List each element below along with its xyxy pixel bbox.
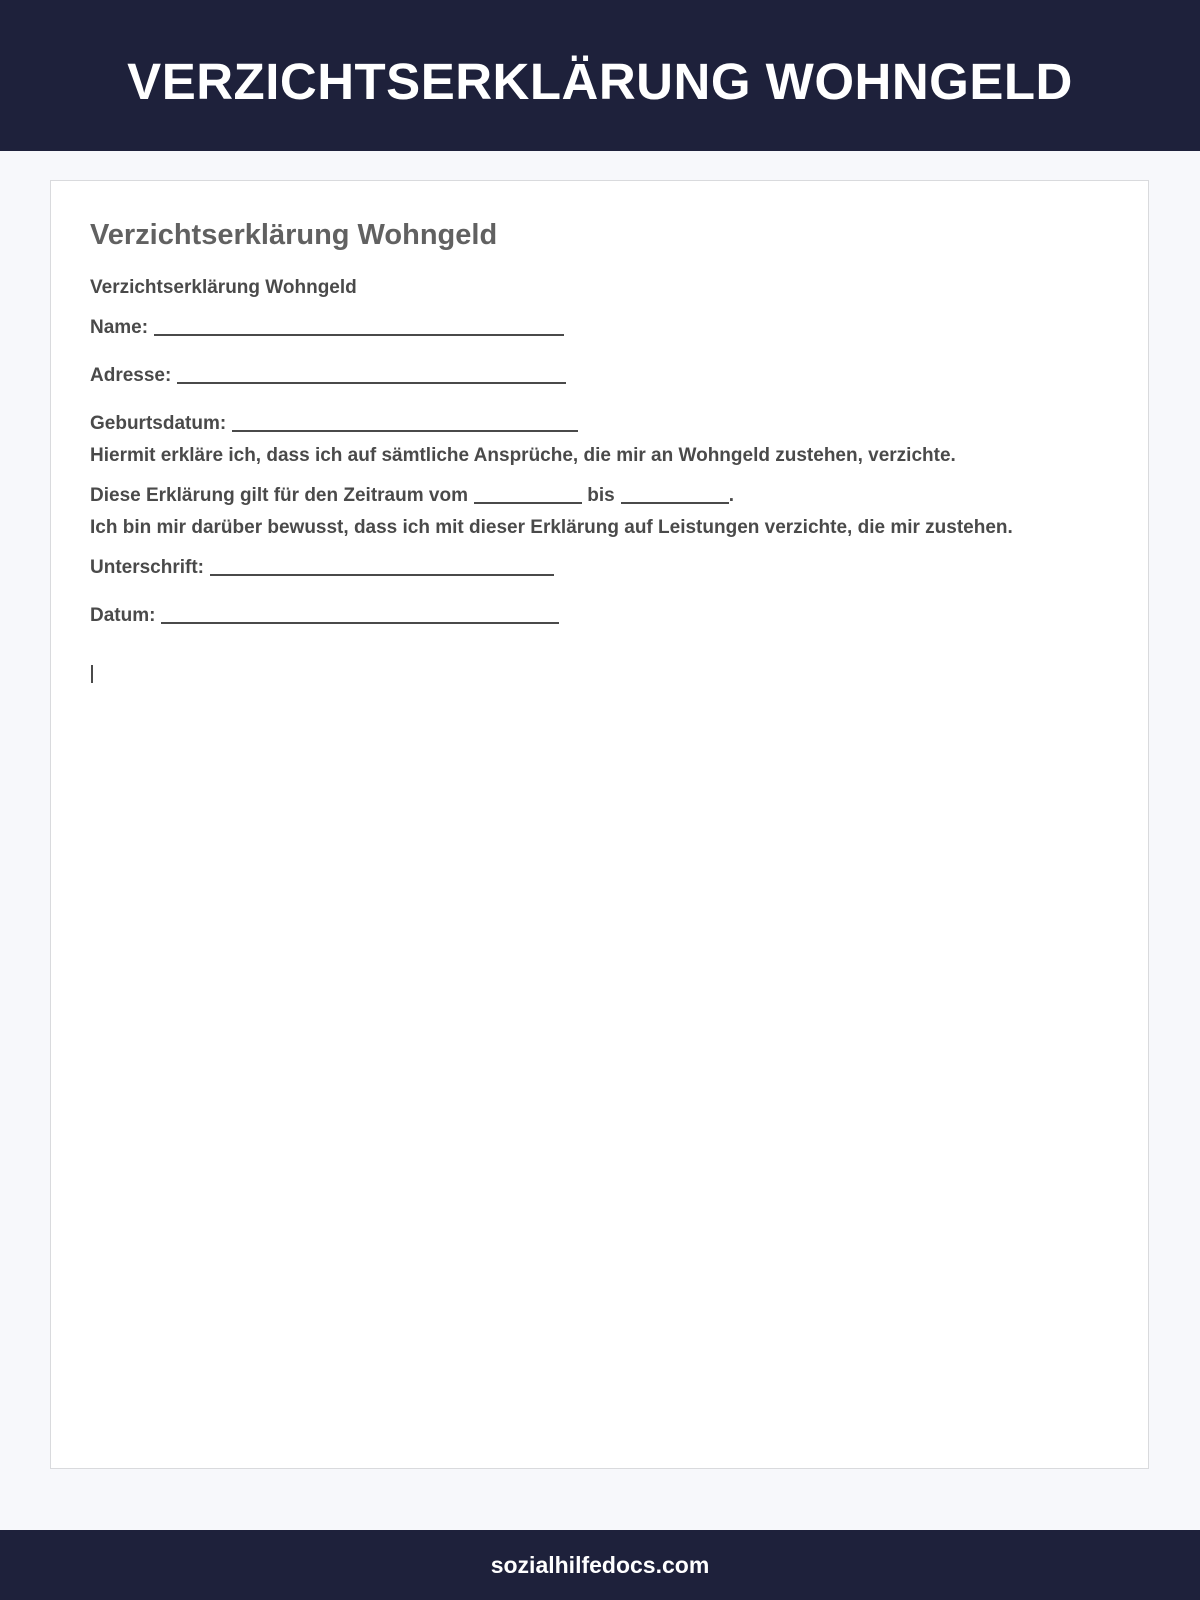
- waiver-statement: Hiermit erkläre ich, dass ich auf sämtliche Ansprüche, die mir an Wohngeld zustehen, verzichte.: [90, 445, 956, 466]
- period-middle: bis: [587, 485, 615, 506]
- footer-site: sozialhilfedocs.com: [490, 1551, 710, 1578]
- page-footer: [0, 1530, 1200, 1600]
- text-cursor[interactable]: [91, 665, 93, 683]
- date-label: Datum:: [90, 605, 156, 626]
- address-label: Adresse:: [90, 365, 172, 386]
- name-blank[interactable]: [154, 316, 564, 336]
- signature-blank[interactable]: [210, 556, 554, 576]
- page-header: [0, 0, 1200, 151]
- period-prefix: Diese Erklärung gilt für den Zeitraum vom: [90, 485, 468, 506]
- address-field: [90, 361, 566, 387]
- name-label: Name:: [90, 317, 149, 338]
- period-suffix: .: [728, 485, 734, 506]
- signature-field: [90, 553, 554, 579]
- address-blank[interactable]: [177, 364, 566, 384]
- birthdate-blank[interactable]: [232, 412, 578, 432]
- date-field: [90, 601, 559, 627]
- document-subtitle: Verzichtserklärung Wohngeld: [90, 277, 357, 298]
- date-blank[interactable]: [161, 604, 559, 624]
- document-card: [50, 180, 1149, 1469]
- birthdate-label: Geburtsdatum:: [90, 413, 227, 434]
- signature-label: Unterschrift:: [90, 557, 205, 578]
- birthdate-field: [90, 409, 578, 435]
- name-field: [90, 313, 564, 339]
- period-statement: [90, 481, 734, 507]
- period-from-blank[interactable]: [474, 484, 582, 504]
- period-to-blank[interactable]: [621, 484, 729, 504]
- header-title: VERZICHTSERKLÄRUNG WOHNGELD: [127, 53, 1073, 110]
- document-title: Verzichtserklärung Wohngeld: [90, 219, 498, 251]
- awareness-statement: Ich bin mir darüber bewusst, dass ich mit dieser Erklärung auf Leistungen verzichte, die mir zustehen.: [90, 517, 1013, 538]
